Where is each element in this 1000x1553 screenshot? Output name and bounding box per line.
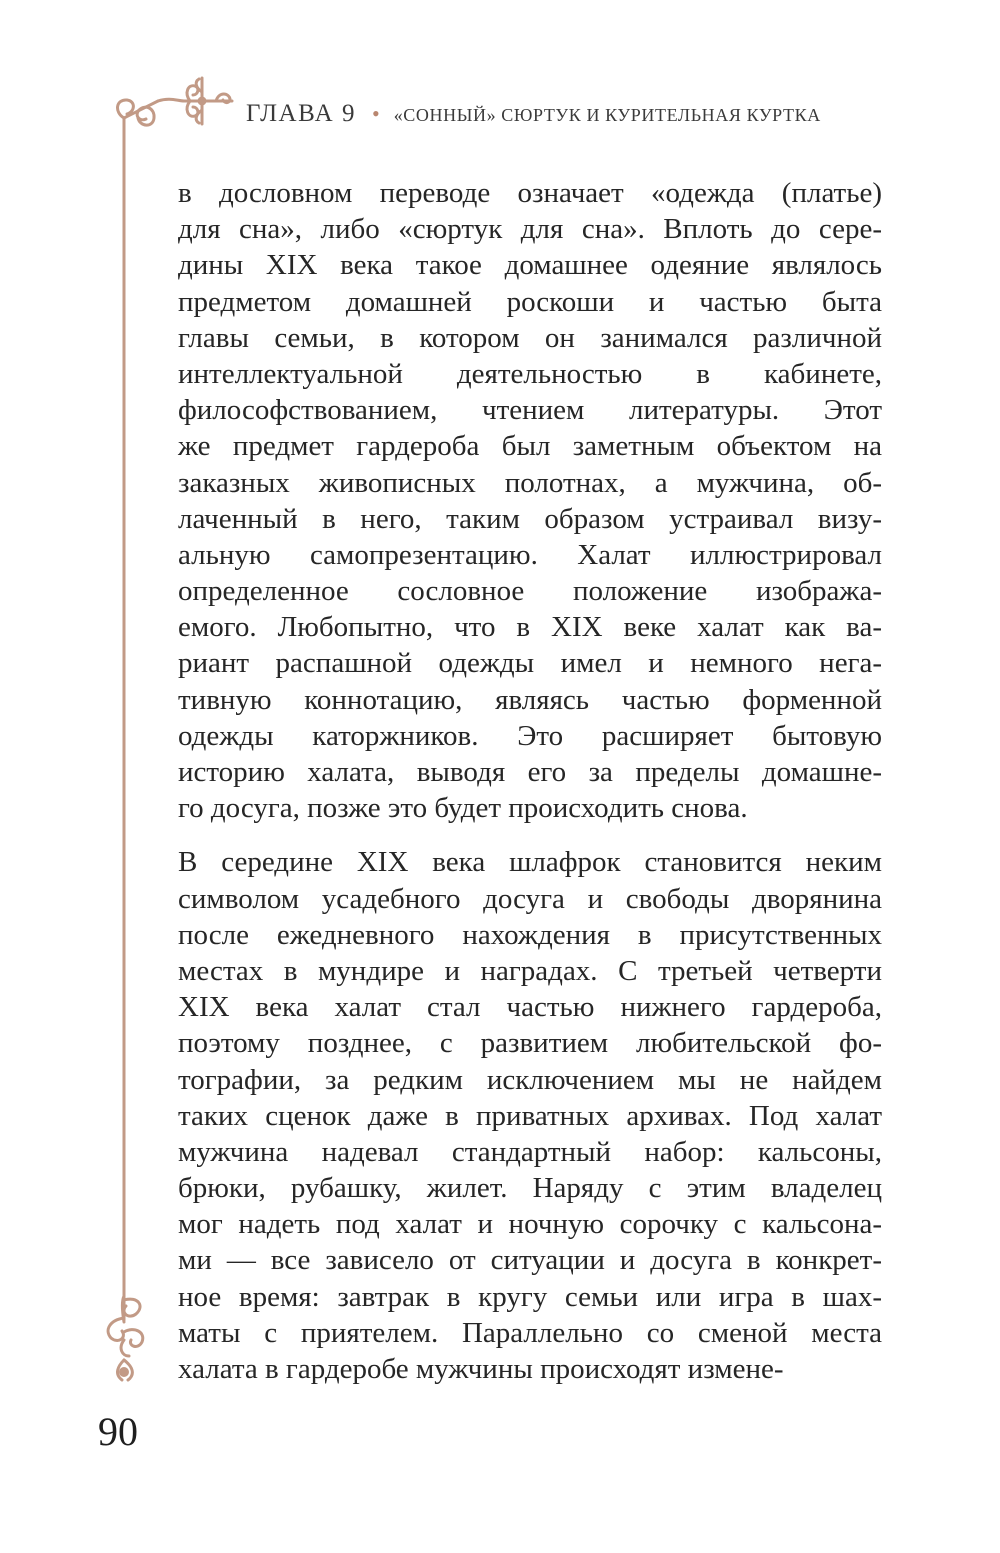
text-line: символом усадебного досуга и свободы дворянина <box>178 882 882 915</box>
text-line: предметом домашней роскоши и частью быта <box>178 285 882 318</box>
paragraph <box>178 175 882 826</box>
running-head <box>246 100 886 130</box>
text-line: заказных живописных полотнах, а мужчина, об- <box>178 466 882 499</box>
text-line: лаченный в него, таким образом устраивал визу- <box>178 502 882 535</box>
text-line: брюки, рубашку, жилет. Наряду с этим владелец <box>178 1172 882 1205</box>
text-line: местах в мундире и наградах. С третьей четверти <box>178 954 882 987</box>
text-line: халата в гардеробе мужчины происходят измене- <box>178 1353 784 1385</box>
text-line: же предмет гардероба был заметным объектом на <box>178 430 882 463</box>
text-line: ное время: завтрак в кругу семьи или игра в шах- <box>178 1280 882 1313</box>
text-line: интеллектуальной деятельностью в кабинете, <box>178 357 882 390</box>
text-line: мужчина надевал стандартный набор: кальсоны, <box>178 1135 882 1168</box>
bottom-flourish <box>108 1296 143 1380</box>
text-line: одежды каторжников. Это расширяет бытовую <box>178 719 882 752</box>
text-line: таких сценок даже в приватных архивах. Под халат <box>178 1099 882 1132</box>
text-line: главы семьи, в котором он занимался различной <box>178 321 882 354</box>
text-line: тивную коннотацию, являясь частью форменной <box>178 683 882 716</box>
page-number: 90 <box>98 1409 138 1454</box>
body-text <box>178 175 882 1387</box>
text-line: риант распашной одежды имел и немного нега- <box>178 647 882 680</box>
text-line: го досуга, позже это будет происходить снова. <box>178 792 748 825</box>
chapter-title: «СОННЫЙ» СЮРТУК И КУРИТЕЛЬНАЯ КУРТКА <box>393 105 821 125</box>
text-line: альную самопрезентацию. Халат иллюстрировал <box>178 538 882 571</box>
text-line: емого. Любопытно, что в XIX веке халат как ва- <box>178 611 882 644</box>
text-line: историю халата, выводя его за пределы домашне- <box>178 756 882 788</box>
text-line: философствованием, чтением литературы. Этот <box>178 394 882 427</box>
text-line: для сна», либо «сюртук для сна». Вплоть до сере- <box>178 213 882 246</box>
text-line: ми — все зависело от ситуации и досуга в конкрет- <box>178 1244 882 1277</box>
text-line: дины XIX века такое домашнее одеяние являлось <box>178 249 882 282</box>
text-line: маты с приятелем. Параллельно со сменой места <box>178 1316 882 1349</box>
text-line: XIX века халат стал частью нижнего гардероба, <box>178 991 882 1024</box>
text-line: в дословном переводе означает «одежда (платье) <box>178 177 882 209</box>
text-line: мог надеть под халат и ночную сорочку с кальсона- <box>178 1208 882 1241</box>
paragraph <box>178 844 882 1387</box>
text-line: после ежедневного нахождения в присутственных <box>178 918 882 951</box>
text-line: тографии, за редким исключением мы не найдем <box>178 1063 882 1096</box>
top-corner-flourish <box>118 78 232 125</box>
text-line: определенное сословное положение изобража- <box>178 575 882 608</box>
text-line: В середине XIX века шлафрок становится неким <box>178 846 882 879</box>
header-bullet: • <box>372 101 380 126</box>
paragraph-gap <box>178 826 882 844</box>
text-line: поэтому позднее, с развитием любительской фо- <box>178 1027 882 1060</box>
chapter-label: ГЛАВА 9 <box>246 100 356 127</box>
